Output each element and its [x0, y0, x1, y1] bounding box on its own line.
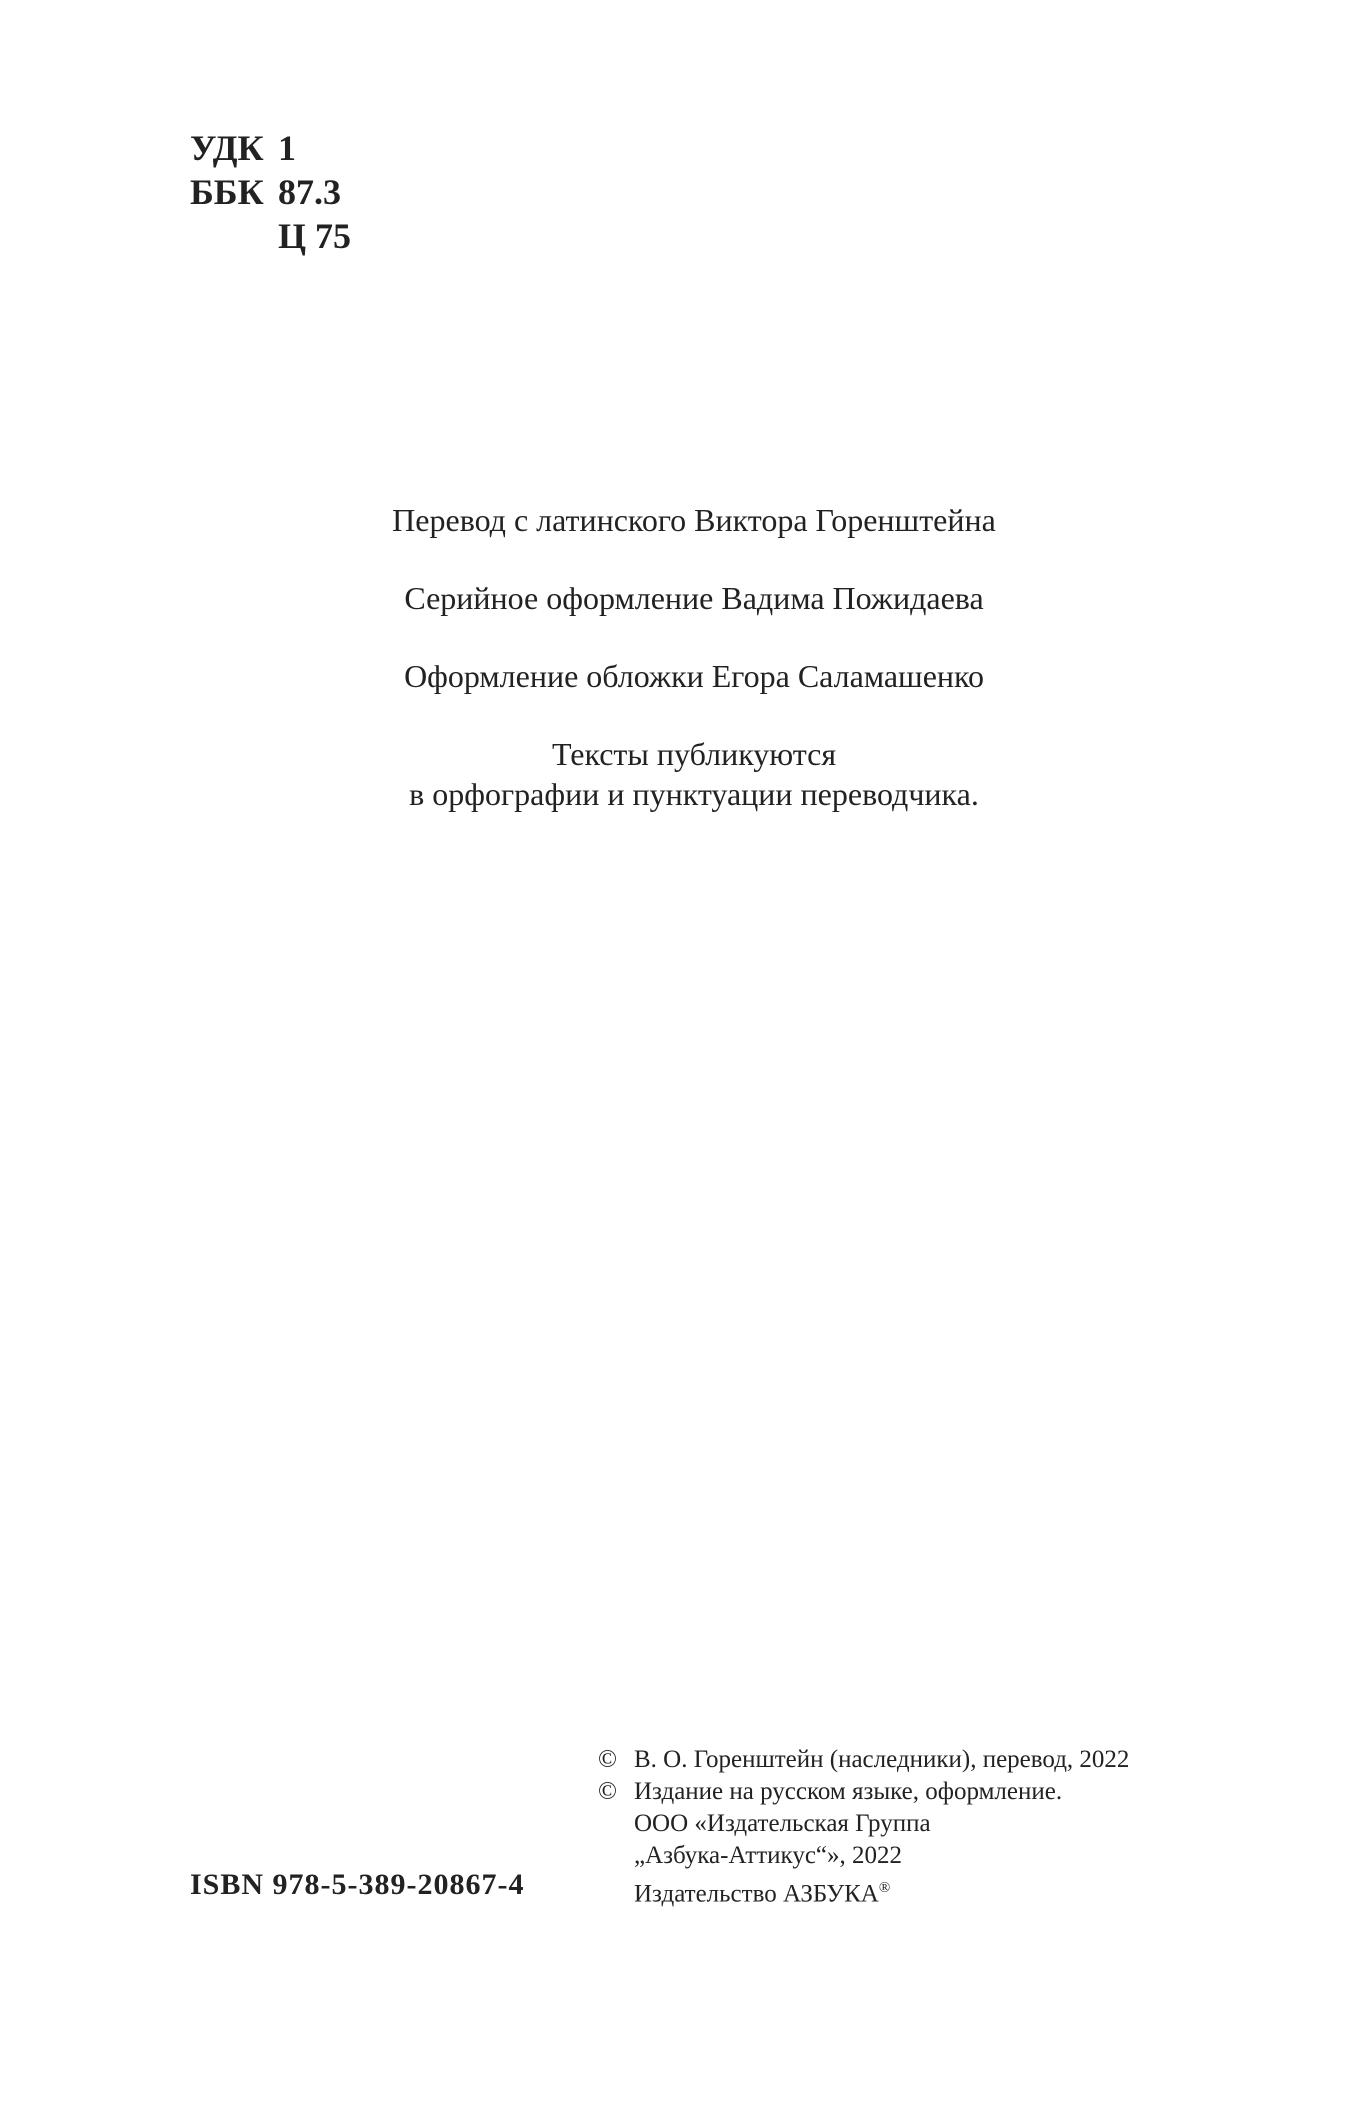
- copyright-symbol: ©: [598, 1746, 617, 1773]
- credits-block: [0, 500, 1358, 814]
- copyright-line-1: В. О. Горенштейн (наследники), перевод, 2022: [634, 1746, 1130, 1773]
- isbn: ISBN 978-5-389-20867-4: [190, 1868, 525, 1901]
- orthography-note-line-2: в орфографии и пунктуации переводчика.: [409, 776, 979, 812]
- copyright-symbol: ©: [598, 1778, 617, 1805]
- translation-credit: Перевод с латинского Виктора Горенштейна: [392, 502, 996, 538]
- udk-value: 1: [278, 128, 296, 168]
- udk-row: [190, 126, 351, 170]
- publisher-line: [598, 1872, 1129, 1910]
- bbk-value: 87.3: [278, 172, 341, 212]
- cover-design-credit: Оформление обложки Егора Саламашенко: [404, 658, 984, 694]
- registered-mark: ®: [878, 1880, 891, 1896]
- orthography-note-line-1: Тексты публикуются: [551, 736, 837, 772]
- copyright-line-3: ООО «Издательская Группа: [634, 1810, 931, 1837]
- classification-codes: [190, 126, 351, 258]
- udk-label: УДК: [190, 128, 264, 168]
- copyright-block: [598, 1744, 1129, 1910]
- copyright-translation: [598, 1744, 1129, 1776]
- copyright-edition: [598, 1776, 1129, 1808]
- author-mark: Ц 75: [278, 216, 352, 256]
- copyright-line-4: „Азбука-Аттикус“», 2022: [634, 1842, 903, 1869]
- bbk-row: [190, 170, 351, 214]
- copyright-line-2: Издание на русском языке, оформление.: [634, 1778, 1063, 1805]
- bbk-label: ББК: [190, 172, 264, 212]
- series-design-credit: Серийное оформление Вадима Пожидаева: [404, 580, 984, 616]
- copyright-line-5: Издательство АЗБУКА: [634, 1880, 879, 1908]
- orthography-note: [0, 734, 1358, 814]
